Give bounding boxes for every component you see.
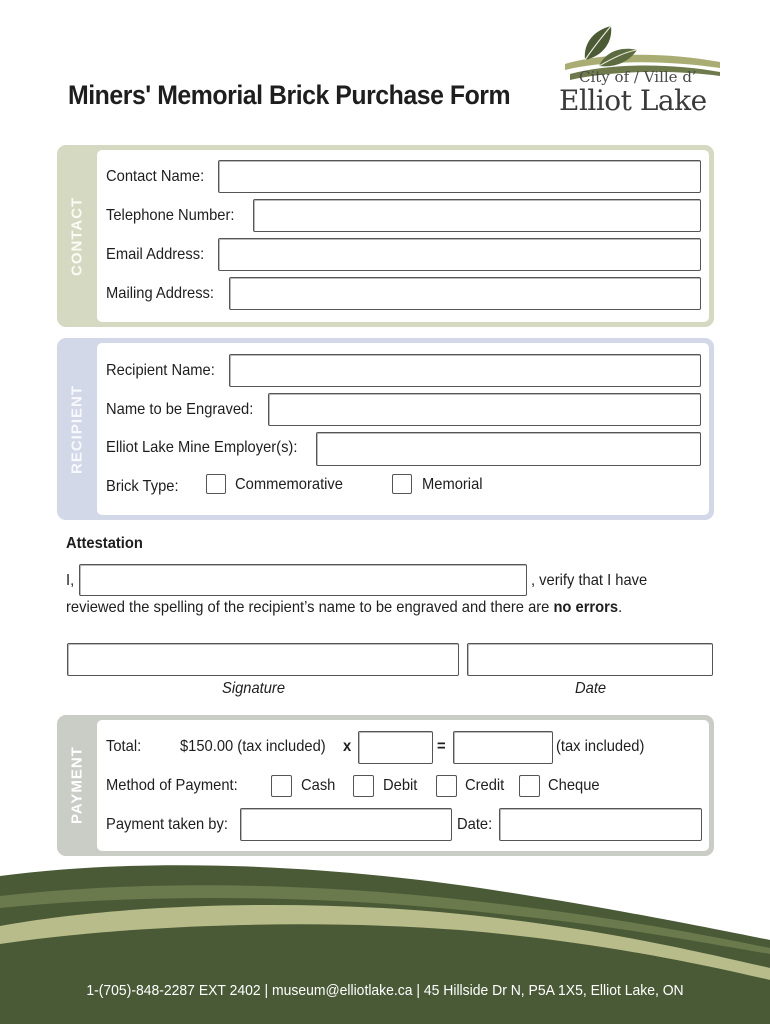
engraved-name-input[interactable] — [268, 393, 701, 426]
total-label: Total: — [106, 738, 142, 755]
signature-label: Signature — [222, 680, 286, 697]
attestation-date-input[interactable] — [467, 643, 713, 676]
page-title: Miners' Memorial Brick Purchase Form — [68, 80, 511, 110]
telephone-label: Telephone Number: — [106, 207, 235, 224]
credit-label: Credit — [465, 777, 505, 794]
email-input[interactable] — [218, 238, 701, 271]
attestation-statement — [66, 599, 622, 617]
mine-employer-label: Elliot Lake Mine Employer(s): — [106, 439, 298, 456]
payment-date-input[interactable] — [499, 808, 702, 841]
engraved-name-label: Name to be Engraved: — [106, 401, 254, 418]
email-label: Email Address: — [106, 246, 205, 263]
contact-name-label: Contact Name: — [106, 168, 205, 185]
city-logo — [555, 22, 725, 122]
quantity-input[interactable] — [358, 731, 433, 764]
contact-section-label: CONTACT — [68, 196, 86, 276]
commemorative-checkbox[interactable] — [206, 474, 226, 494]
debit-label: Debit — [383, 777, 418, 794]
attestation-prefix: I, — [66, 572, 75, 589]
signature-input[interactable] — [67, 643, 459, 676]
cash-checkbox[interactable] — [271, 775, 292, 797]
attestation-name-input[interactable] — [79, 564, 527, 596]
attestation-period: . — [618, 599, 623, 616]
multiply-sign: x — [343, 738, 352, 755]
logo-city-text: City of / Ville d’ — [579, 68, 697, 86]
memorial-checkbox[interactable] — [392, 474, 412, 494]
contact-name-input[interactable] — [218, 160, 701, 193]
payment-method-label: Method of Payment: — [106, 777, 238, 794]
mine-employer-input[interactable] — [316, 432, 701, 466]
no-errors-text: no errors — [553, 599, 619, 616]
equals-sign: = — [437, 738, 446, 755]
cheque-checkbox[interactable] — [519, 775, 540, 797]
attestation-suffix: , verify that I have — [531, 572, 648, 589]
attestation-date-label: Date — [575, 680, 607, 697]
footer-contact-info: 1-(705)-848-2287 EXT 2402 | museum@elliotlake.ca | 45 Hillside Dr N, P5A 1X5, Elliot Lake, ON — [86, 982, 684, 999]
attestation-statement-text: reviewed the spelling of the recipient’s name to be engraved and there are — [66, 599, 554, 616]
recipient-name-label: Recipient Name: — [106, 362, 215, 379]
brick-type-label: Brick Type: — [106, 478, 179, 495]
payment-date-label: Date: — [457, 816, 493, 833]
mailing-address-input[interactable] — [229, 277, 701, 310]
mailing-address-label: Mailing Address: — [106, 285, 214, 302]
logo-name-text: Elliot Lake — [559, 84, 707, 117]
recipient-name-input[interactable] — [229, 354, 701, 387]
total-amount-input[interactable] — [453, 731, 553, 764]
memorial-label: Memorial — [422, 476, 483, 493]
payment-taken-by-label: Payment taken by: — [106, 816, 228, 833]
price-text: $150.00 (tax included) — [180, 738, 326, 755]
recipient-section-label: RECIPIENT — [68, 384, 86, 474]
attestation-heading: Attestation — [66, 535, 143, 552]
telephone-input[interactable] — [253, 199, 701, 232]
payment-section-label: PAYMENT — [68, 746, 86, 825]
tax-included-note: (tax included) — [556, 738, 645, 755]
debit-checkbox[interactable] — [353, 775, 374, 797]
cheque-label: Cheque — [548, 777, 600, 794]
cash-label: Cash — [301, 777, 336, 794]
credit-checkbox[interactable] — [436, 775, 457, 797]
payment-taken-by-input[interactable] — [240, 808, 452, 841]
commemorative-label: Commemorative — [235, 476, 343, 493]
